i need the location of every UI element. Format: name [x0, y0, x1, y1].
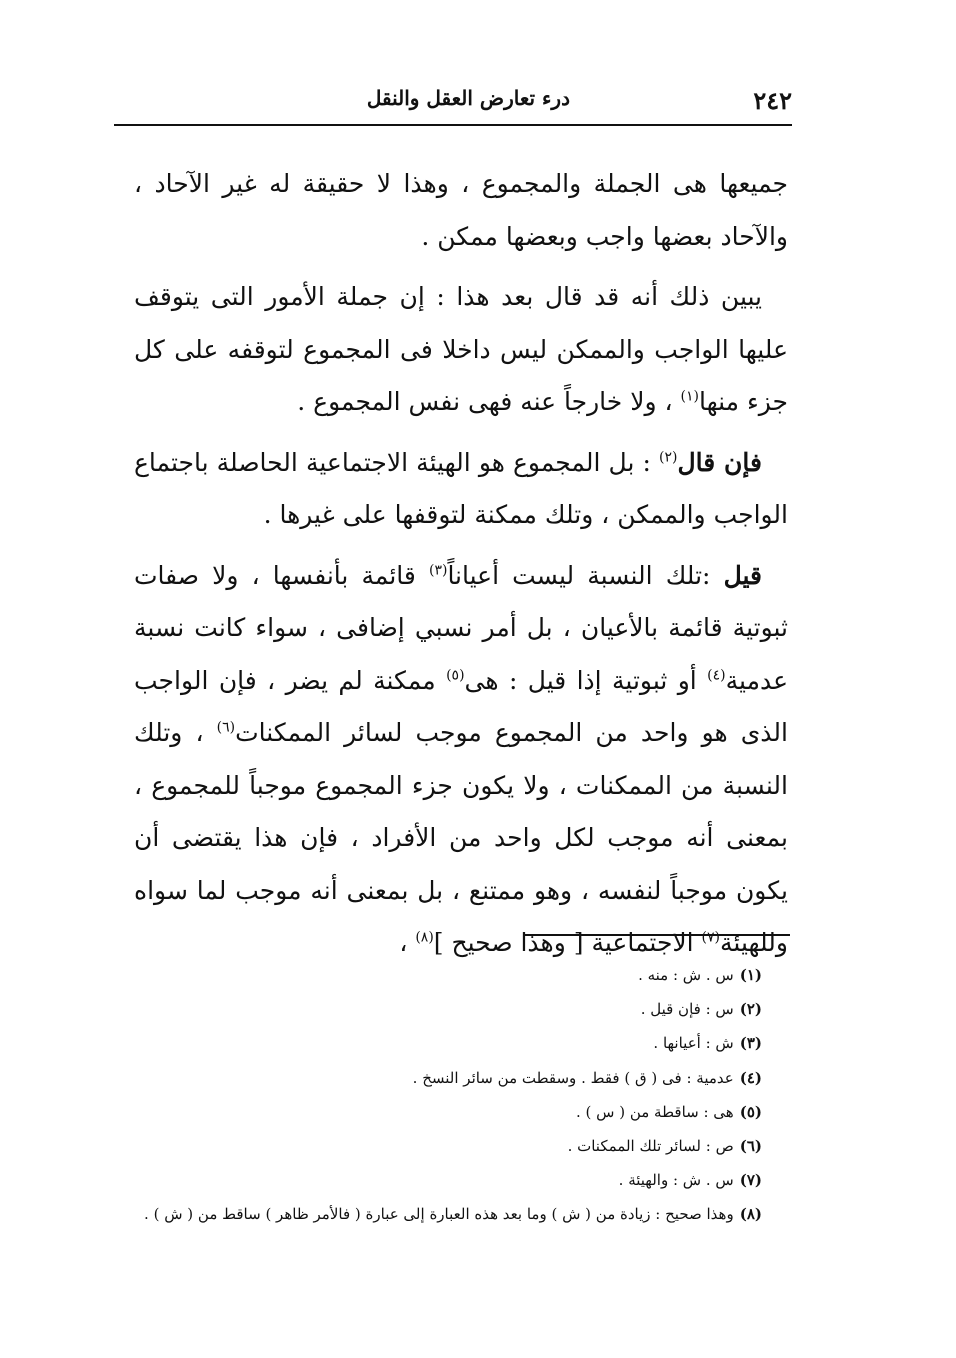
footnote	[134, 1129, 762, 1163]
footnote-number: (٨)	[739, 1205, 762, 1224]
paragraph-lead-word: فإن قال	[677, 447, 762, 477]
paragraph-text: جميعها هى الجملة والمجموع ، وهذا لا حقيقة له غير الآحاد ، والآحاد بعضها واجب وبعضها ممكن .	[134, 169, 788, 251]
paragraph	[134, 437, 788, 542]
footnote-divider	[524, 934, 790, 936]
paragraph-lead-word: قيل	[723, 560, 762, 590]
footnote	[134, 1061, 762, 1095]
footnote-number: (١)	[739, 966, 762, 984]
paragraph-text: :تلك النسبة ليست أعياناً	[447, 560, 724, 590]
paragraph-text: يبين ذلك أنه قد قال بعد هذا : إن جملة الأمور التى يتوقف عليها الواجب والممكن ليس داخلا فى المجموع لتوقفه على كل جزء منها	[134, 282, 788, 416]
paragraph	[134, 550, 788, 970]
footnote-number: (٤)	[739, 1068, 762, 1087]
footnote-reference: (٥)	[446, 667, 465, 684]
footnote-text: س . ش : منه .	[638, 966, 734, 984]
footnote-text: هى : ساقطة من ( س ) .	[575, 1102, 734, 1121]
paragraph-text: قائمة بأنفسها ، ولا صفات ثبوتية قائمة بالأعيان ، بل أمر نسبي إضافى ، سواء كانت نسبة عدمية	[134, 560, 789, 695]
footnote	[134, 992, 762, 1026]
footnote-reference: (٣)	[428, 562, 448, 579]
paragraph-text: ممكنة لم يضر ، فإن الواجب الذى هو واحد من المجموع موجب لسائر الممكنات	[134, 665, 788, 747]
footnote-reference: (٢)	[659, 449, 678, 466]
footnote-number: (٢)	[739, 1000, 762, 1019]
footnote-reference: (٤)	[707, 667, 726, 684]
paragraph	[134, 158, 788, 263]
paragraph	[134, 271, 788, 429]
page-number: ٢٤٢	[753, 86, 792, 115]
footnote-reference: (٦)	[216, 719, 236, 736]
footnote-text: س : فإن قيل .	[640, 1000, 734, 1019]
footnote-reference: (١)	[680, 388, 699, 405]
paragraph-text: : بل المجموع هو الهيئة الاجتماعية الحاصلة باجتماع الواجب والممكن ، وتلك ممكنة لتوقفها على غيرها .	[134, 447, 788, 529]
paragraph-text: أو ثبوتية إذا قيل : هى	[464, 665, 708, 695]
footnote	[134, 958, 762, 992]
paragraph-text: الاجتماعية [ وهذا صحيح ]	[433, 928, 702, 957]
footnote	[134, 1163, 762, 1197]
footnote-text: ش : أعيانها .	[653, 1034, 734, 1053]
footnote-text: س . ش : والهيئة .	[618, 1171, 734, 1190]
footnote-text: عدمية : فى ( ق ) فقط . وسقطت من سائر النسخ .	[412, 1068, 734, 1087]
footnote-reference: (٨)	[415, 929, 434, 946]
footnote	[134, 1095, 762, 1129]
paragraph-text: ، وتلك النسبة من الممكنات ، ولا يكون جزء المجموع موجباً للمجموع ، بمعنى أنه موجب لكل واحد من الأفراد ، فإن هذا يقتضى أن يكون موجباً لنفسه ، وهو ممتنع ، بل بمعنى أنه موجب لما سواه وللهيئة	[134, 718, 788, 957]
main-text	[134, 158, 788, 978]
footnote	[134, 1026, 762, 1060]
footnote-number: (٣)	[739, 1034, 762, 1053]
header-divider	[114, 124, 792, 126]
footnote	[134, 1197, 762, 1231]
footnotes	[134, 958, 762, 1232]
footnote-number: (٥)	[739, 1102, 762, 1121]
footnote-number: (٧)	[739, 1171, 762, 1190]
footnote-text: ص : لسائر تلك الممكنات .	[567, 1137, 734, 1156]
footnote-number: (٦)	[739, 1137, 762, 1156]
footnote-text: وهذا صحيح : زيادة من ( ش ) وما بعد هذه العبارة إلى عبارة ( فالأمر ظاهر ) ساقط من ( ش ) .	[144, 1205, 734, 1224]
running-title: درء تعارض العقل والنقل	[366, 86, 570, 110]
footnote-reference: (٧)	[701, 929, 721, 946]
running-header	[112, 84, 792, 124]
paragraph-text: ، ولا خارجاً عنه فهى نفس المجموع .	[297, 387, 681, 416]
paragraph-text: ،	[399, 928, 416, 957]
